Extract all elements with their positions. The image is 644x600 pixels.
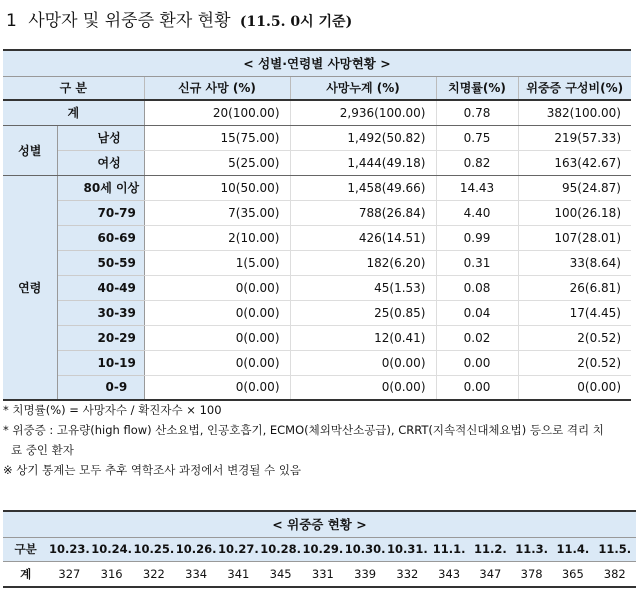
severe-status-table [3, 510, 636, 588]
cell-new: 0(0.00) [144, 300, 290, 325]
row-label: 계 [3, 100, 144, 125]
cell-cum: 426(14.51) [290, 225, 436, 250]
cell-new: 2(10.00) [144, 225, 290, 250]
table-row [3, 125, 631, 150]
cell-severe: 100(26.18) [518, 200, 631, 225]
cell-new: 0(0.00) [144, 375, 290, 400]
cell-severe: 17(4.45) [518, 300, 631, 325]
row-label: 계 [3, 561, 48, 587]
date-cell: 10.29. [302, 537, 344, 561]
cell-severe: 107(28.01) [518, 225, 631, 250]
date-cell: 11.3. [511, 537, 552, 561]
table-row [3, 225, 631, 250]
cell-new: 0(0.00) [144, 325, 290, 350]
severe-date-row [3, 537, 636, 561]
title-text: 사망자 및 위중증 환자 현황 [28, 11, 231, 31]
cell-new: 7(35.00) [144, 200, 290, 225]
table-row [3, 300, 631, 325]
footnotes [3, 400, 639, 480]
date-cell: 10.30. [344, 537, 386, 561]
cell-cum: 0(0.00) [290, 350, 436, 375]
cell-severe: 163(42.67) [518, 150, 631, 175]
row-label: 50-59 [57, 250, 144, 275]
cell-cfr: 0.04 [436, 300, 518, 325]
row-label: 남성 [57, 125, 144, 150]
cell-cum: 45(1.53) [290, 275, 436, 300]
row-label: 10-19 [57, 350, 144, 375]
cell-new: 10(50.00) [144, 175, 290, 200]
value-cell: 341 [217, 561, 259, 587]
value-cell: 382 [593, 561, 636, 587]
cell-cum: 788(26.84) [290, 200, 436, 225]
group-label-age: 연령 [3, 175, 57, 400]
section-number: 1 [6, 11, 17, 31]
value-cell: 322 [133, 561, 175, 587]
table-row [3, 150, 631, 175]
cell-cfr: 14.43 [436, 175, 518, 200]
value-cell: 365 [552, 561, 593, 587]
date-cell: 10.26. [175, 537, 217, 561]
death-status-table [3, 49, 631, 401]
footnote-severe: * 위중증 : 고유량(high flow) 산소요법, 인공호흡기, ECMO(체외막산소공급), CRRT(지속적신대체요법) 등으로 격리 치 [3, 423, 604, 437]
table-row [3, 375, 631, 400]
table-row [3, 200, 631, 225]
group-label-sex: 성별 [3, 125, 57, 175]
cell-cum: 2,936(100.00) [290, 100, 436, 125]
death-table-header [3, 76, 631, 100]
footnote-severe-cont: 료 중인 환자 [11, 443, 74, 457]
cell-new: 0(0.00) [144, 275, 290, 300]
date-cell: 10.24. [91, 537, 133, 561]
value-cell: 343 [429, 561, 470, 587]
value-cell: 331 [302, 561, 344, 587]
cell-cfr: 0.00 [436, 350, 518, 375]
title-date: (11.5. 0시 기준) [239, 14, 353, 30]
value-cell: 345 [260, 561, 302, 587]
row-label: 40-49 [57, 275, 144, 300]
cell-cum: 182(6.20) [290, 250, 436, 275]
value-cell: 334 [175, 561, 217, 587]
cell-cfr: 0.31 [436, 250, 518, 275]
date-cell: 11.5. [593, 537, 636, 561]
table-row [3, 275, 631, 300]
page-title [6, 6, 352, 31]
cell-new: 1(5.00) [144, 250, 290, 275]
cell-cfr: 0.78 [436, 100, 518, 125]
cell-new: 5(25.00) [144, 150, 290, 175]
cell-severe: 0(0.00) [518, 375, 631, 400]
value-cell: 378 [511, 561, 552, 587]
row-label: 30-39 [57, 300, 144, 325]
value-cell: 332 [386, 561, 428, 587]
cell-cfr: 0.82 [436, 150, 518, 175]
value-cell: 316 [91, 561, 133, 587]
cell-cum: 1,492(50.82) [290, 125, 436, 150]
row-label: 60-69 [57, 225, 144, 250]
value-cell: 347 [470, 561, 511, 587]
date-cell: 10.31. [386, 537, 428, 561]
cell-cfr: 0.08 [436, 275, 518, 300]
header-new-deaths: 신규 사망 (%) [144, 76, 290, 100]
value-cell: 327 [48, 561, 90, 587]
date-cell: 11.2. [470, 537, 511, 561]
header-category: 구 분 [3, 76, 144, 100]
cell-cum: 0(0.00) [290, 375, 436, 400]
cell-severe: 95(24.87) [518, 175, 631, 200]
header-cumulative-deaths: 사망누계 (%) [290, 76, 436, 100]
table-row [3, 250, 631, 275]
cell-cum: 1,458(49.66) [290, 175, 436, 200]
cell-severe: 33(8.64) [518, 250, 631, 275]
cell-cum: 12(0.41) [290, 325, 436, 350]
cell-cfr: 0.00 [436, 375, 518, 400]
cell-cum: 25(0.85) [290, 300, 436, 325]
row-header: 구분 [3, 537, 48, 561]
cell-cfr: 0.99 [436, 225, 518, 250]
table-row [3, 175, 631, 200]
severe-value-row [3, 561, 636, 587]
table-row [3, 325, 631, 350]
header-fatality-rate: 치명률(%) [436, 76, 518, 100]
date-cell: 10.23. [48, 537, 90, 561]
date-cell: 10.28. [260, 537, 302, 561]
row-label: 여성 [57, 150, 144, 175]
cell-cum: 1,444(49.18) [290, 150, 436, 175]
cell-severe: 2(0.52) [518, 325, 631, 350]
date-cell: 10.27. [217, 537, 259, 561]
date-cell: 11.4. [552, 537, 593, 561]
cell-cfr: 4.40 [436, 200, 518, 225]
cell-new: 20(100.00) [144, 100, 290, 125]
date-cell: 11.1. [429, 537, 470, 561]
cell-cfr: 0.02 [436, 325, 518, 350]
footnote-disclaimer: ※ 상기 통계는 모두 추후 역학조사 과정에서 변경될 수 있음 [3, 463, 302, 477]
death-table-banner: < 성별·연령별 사망현황 > [3, 50, 631, 76]
severe-table-banner: < 위중증 현황 > [3, 511, 636, 537]
value-cell: 339 [344, 561, 386, 587]
cell-new: 0(0.00) [144, 350, 290, 375]
table-row [3, 350, 631, 375]
table-row-total [3, 100, 631, 125]
cell-severe: 2(0.52) [518, 350, 631, 375]
row-label: 70-79 [57, 200, 144, 225]
cell-severe: 219(57.33) [518, 125, 631, 150]
header-severe-ratio: 위중증 구성비(%) [518, 76, 631, 100]
row-label: 20-29 [57, 325, 144, 350]
row-label: 80세 이상 [57, 175, 144, 200]
footnote-fatality: * 치명률(%) = 사망자수 / 확진자수 × 100 [3, 403, 222, 417]
row-label: 0-9 [57, 375, 144, 400]
cell-severe: 382(100.00) [518, 100, 631, 125]
cell-severe: 26(6.81) [518, 275, 631, 300]
cell-new: 15(75.00) [144, 125, 290, 150]
date-cell: 10.25. [133, 537, 175, 561]
cell-cfr: 0.75 [436, 125, 518, 150]
